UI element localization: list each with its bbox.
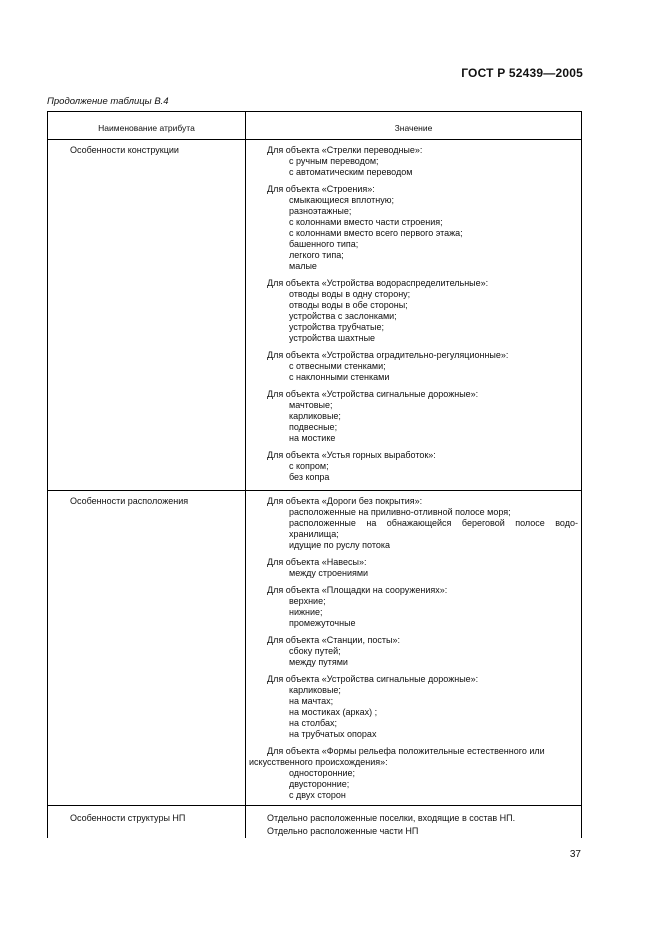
- value-item: подвесные;: [289, 422, 338, 432]
- column-header-value: Значение: [394, 123, 433, 133]
- attribute-name: Особенности расположения: [70, 496, 189, 506]
- value-group: [253, 278, 578, 344]
- value-item: на мостике: [289, 433, 336, 443]
- value-item: между строениями: [289, 568, 369, 578]
- value-group: [253, 585, 578, 629]
- value-item: башенного типа;: [289, 239, 359, 249]
- value-item: отводы воды в одну сторону;: [289, 289, 411, 299]
- value-item: односторонние;: [289, 768, 356, 778]
- value-item: с колоннами вместо всего первого этажа;: [289, 228, 463, 238]
- value-item: отводы воды в обе стороны;: [289, 300, 408, 310]
- attribute-values: [253, 145, 578, 489]
- attribute-values: [253, 812, 578, 838]
- value-item: на мачтах;: [289, 696, 334, 706]
- group-title: Для объекта «Навесы»:: [267, 557, 367, 567]
- value-item-continuation: хранилища;: [289, 529, 339, 539]
- value-item: двусторонние;: [289, 779, 350, 789]
- value-item: расположенные на обнажающейся береговой полосе водо-: [289, 518, 578, 528]
- value-item: на трубчатых опорах: [289, 729, 377, 739]
- value-item: с отвесными стенками;: [289, 361, 386, 371]
- value-item: малые: [289, 261, 317, 271]
- group-title: Для объекта «Устройства сигнальные дорожные»:: [267, 674, 479, 684]
- value-item: без копра: [289, 472, 330, 482]
- value-group: [253, 635, 578, 668]
- attribute-name: Особенности конструкции: [70, 145, 179, 155]
- value-item: устройства с заслонками;: [289, 311, 397, 321]
- table-caption: Продолжение таблицы В.4: [47, 96, 169, 107]
- group-title: Для объекта «Устья горных выработок»:: [267, 450, 436, 460]
- page-number: 37: [569, 849, 581, 860]
- value-group: [249, 746, 578, 801]
- attribute-values: [249, 496, 578, 807]
- value-group: [253, 389, 578, 444]
- value-item: с наклонными стенками: [289, 372, 390, 382]
- value-group: [253, 350, 578, 383]
- group-title: Для объекта «Устройства оградительно-регуляционные»:: [267, 350, 509, 360]
- group-title: Для объекта «Станции, посты»:: [267, 635, 400, 645]
- group-title: Для объекта «Стрелки переводные»:: [267, 145, 423, 155]
- value-line: Отдельно расположенные поселки, входящие в состав НП.: [267, 813, 516, 823]
- group-title: Для объекта «Дороги без покрытия»:: [267, 496, 423, 506]
- group-title: Для объекта «Площадки на сооружениях»:: [267, 585, 448, 595]
- value-group: [253, 557, 578, 579]
- attribute-name: Особенности структуры НП: [70, 813, 186, 823]
- value-group: [253, 496, 578, 551]
- value-item: с колоннами вместо части строения;: [289, 217, 443, 227]
- document-id: ГОСТ Р 52439—2005: [461, 66, 583, 80]
- group-title-continuation: искусственного происхождения»:: [249, 757, 388, 767]
- value-item: с копром;: [289, 461, 329, 471]
- value-group: [253, 184, 578, 272]
- value-item: разноэтажные;: [289, 206, 352, 216]
- value-item: нижние;: [289, 607, 323, 617]
- value-item: идущие по руслу потока: [289, 540, 390, 550]
- value-item: сбоку путей;: [289, 646, 341, 656]
- header-divider: [48, 139, 581, 140]
- value-item: верхние;: [289, 596, 326, 606]
- value-item: смыкающиеся вплотную;: [289, 195, 395, 205]
- value-item: с ручным переводом;: [289, 156, 379, 166]
- group-title: Для объекта «Устройства сигнальные дорожные»:: [267, 389, 479, 399]
- value-item: между путями: [289, 657, 348, 667]
- column-header-attribute: Наименование атрибута: [98, 123, 195, 133]
- value-item: на мостиках (арках) ;: [289, 707, 378, 717]
- value-group: [253, 674, 578, 740]
- value-item: расположенные на приливно-отливной полосе моря;: [289, 507, 511, 517]
- group-title: Для объекта «Формы рельефа положительные естественного или: [267, 746, 545, 756]
- column-divider: [245, 112, 246, 838]
- value-item: устройства трубчатые;: [289, 322, 384, 332]
- value-item: с автоматическим переводом: [289, 167, 413, 177]
- value-item: карликовые;: [289, 411, 341, 421]
- value-item: промежуточные: [289, 618, 356, 628]
- value-group: [253, 450, 578, 483]
- value-item: мачтовые;: [289, 400, 333, 410]
- attribute-table: [47, 111, 582, 838]
- value-item: с двух сторон: [289, 790, 346, 800]
- value-item: карликовые;: [289, 685, 341, 695]
- group-title: Для объекта «Строения»:: [267, 184, 375, 194]
- row-divider: [48, 490, 581, 491]
- value-line: Отдельно расположенные части НП: [267, 826, 419, 836]
- value-item: устройства шахтные: [289, 333, 376, 343]
- group-title: Для объекта «Устройства водораспределительные»:: [267, 278, 489, 288]
- value-group: [253, 145, 578, 178]
- value-item: легкого типа;: [289, 250, 344, 260]
- value-item: на столбах;: [289, 718, 338, 728]
